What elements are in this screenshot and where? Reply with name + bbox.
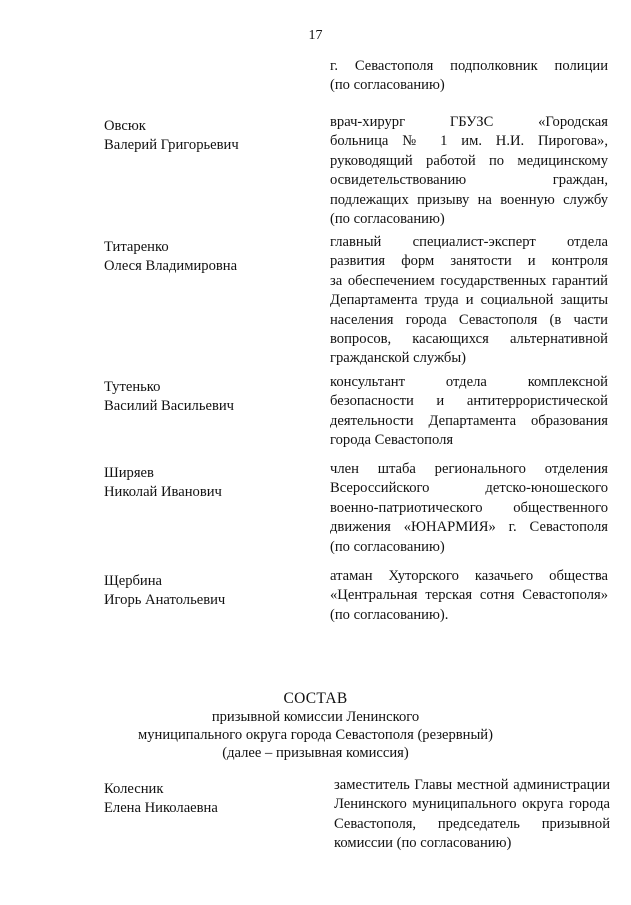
role-line: атаман Хуторского казачьего общества	[330, 568, 608, 584]
role-line: гражданской службы)	[330, 350, 466, 367]
given-names: Василий Васильевич	[104, 398, 235, 414]
given-names: Игорь Анатольевич	[104, 592, 226, 608]
member-name	[104, 780, 314, 818]
role-line: врач-хирург ГБУЗС «Городская	[330, 114, 608, 130]
surname: Тутенько	[104, 379, 161, 395]
role-line: развития форм занятости и контроля	[330, 253, 608, 270]
member-role	[330, 113, 608, 229]
role-line: заместитель Главы местной администрации	[334, 777, 610, 793]
member-name	[104, 238, 314, 276]
role-line: Ленинского муниципального округа города	[334, 796, 610, 813]
page-number: 17	[308, 28, 323, 43]
role-line: подлежащих призыву на военную службу	[330, 191, 608, 208]
member-name	[104, 117, 314, 155]
role-line: (по согласованию)	[330, 77, 445, 94]
given-names: Николай Иванович	[104, 484, 222, 500]
member-role	[330, 233, 608, 369]
continuation-text	[330, 57, 608, 96]
member-name	[104, 464, 314, 502]
role-line: движения «ЮНАРМИЯ» г. Севастополя	[330, 519, 608, 536]
role-line: консультант отдела комплексной	[330, 374, 608, 390]
surname: Щербина	[104, 573, 163, 589]
role-line: Севастополя, председатель призывной	[334, 815, 610, 832]
member-role	[334, 776, 610, 854]
member-role	[330, 567, 608, 625]
role-line: «Центральная терская сотня Севастополя»	[330, 587, 608, 604]
member-name	[104, 572, 314, 610]
role-line: руководящий работой по медицинскому	[330, 152, 608, 169]
role-line: деятельности Департамента образования	[330, 412, 608, 429]
role-line: города Севастополя	[330, 432, 454, 449]
role-line: за обеспечением государственных гарантий	[330, 272, 608, 289]
role-line: населения города Севастополя (в части	[330, 311, 608, 328]
surname: Колесник	[104, 781, 164, 797]
given-names: Валерий Григорьевич	[104, 137, 239, 153]
role-line: (по согласованию)	[330, 211, 445, 228]
surname: Овсюк	[104, 118, 146, 134]
given-names: Елена Николаевна	[104, 800, 218, 816]
member-role	[330, 373, 608, 451]
section-heading	[0, 690, 631, 762]
surname: Титаренко	[104, 239, 169, 255]
section-title: СОСТАВ	[283, 690, 348, 707]
given-names: Олеся Владимировна	[104, 258, 238, 274]
surname: Ширяев	[104, 465, 154, 481]
role-line: больница № 1 им. Н.И. Пирогова»,	[330, 133, 608, 150]
role-line: военно-патриотического общественного	[330, 499, 608, 516]
role-line: вопросов, касающихся альтернативной	[330, 331, 608, 348]
role-line: главный специалист-эксперт отдела	[330, 234, 608, 250]
role-line: безопасности и антитеррористической	[330, 393, 608, 410]
role-line: Всероссийского детско-юношеского	[330, 480, 608, 497]
role-line: Департамента труда и социальной защиты	[330, 292, 608, 309]
section-subtitle-line: муниципального округа города Севастополя (резервный)	[138, 727, 493, 743]
role-line: член штаба регионального отделения	[330, 461, 608, 477]
section-subtitle-line: призывной комиссии Ленинского	[211, 709, 420, 725]
role-line: освидетельствованию граждан,	[330, 172, 608, 189]
member-role	[330, 460, 608, 557]
member-name	[104, 378, 314, 416]
role-line: (по согласованию).	[330, 606, 449, 623]
section-subtitle-line: (далее – призывная комиссия)	[222, 745, 409, 761]
role-line: комиссии (по согласованию)	[334, 835, 512, 852]
role-line: г. Севастополя подполковник полиции	[330, 58, 608, 74]
role-line: (по согласованию)	[330, 538, 445, 555]
